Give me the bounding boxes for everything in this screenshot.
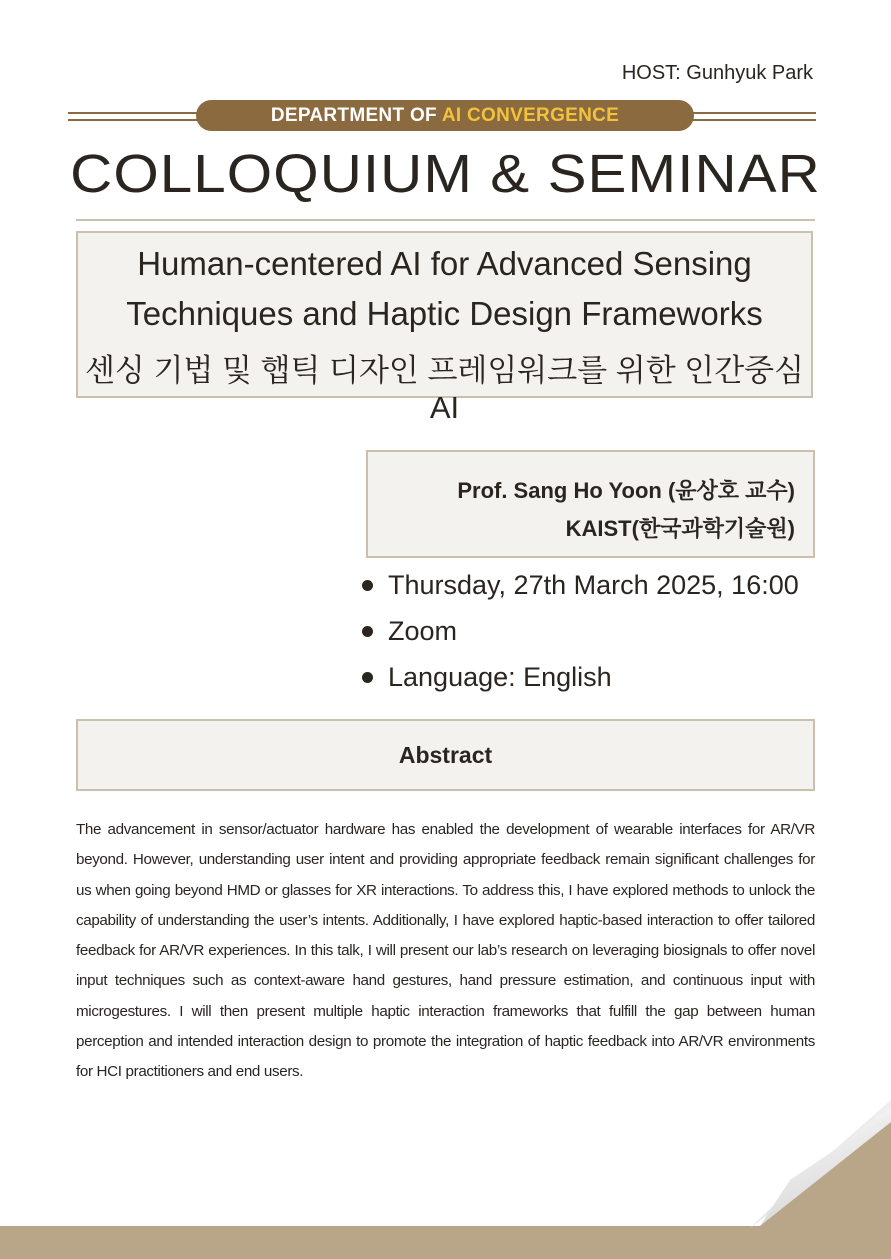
talk-title-korean: 센싱 기법 및 햅틱 디자인 프레임워크를 위한 인간중심 AI (84, 353, 805, 425)
speaker-affiliation: KAIST(한국과학기술원) (565, 516, 795, 541)
detail-language: Language: English (360, 658, 799, 704)
bullet-icon (362, 672, 373, 683)
talk-title-line-1: Human-centered AI for Advanced Sensing (137, 245, 752, 282)
detail-location: Zoom (360, 612, 799, 658)
department-accent: AI CONVERGENCE (441, 105, 620, 126)
event-details (360, 566, 799, 704)
page-title: COLLOQUIUM & SEMINAR (70, 144, 821, 204)
title-divider (76, 219, 815, 221)
abstract-body: The advancement in sensor/actuator hardware has enabled the development of wearable interfaces for AR/VR beyond. However, understanding user intent and providing appropriate feedback remain significant challenges for us when going beyond HMD or glasses for XR interactions. To address this, I have explored methods to unlock the capability of understanding the user’s intents. Additionally, I have explored haptic-based interaction to offer tailored feedback for AR/VR experiences. In this talk, I will present our lab’s research on leveraging biosignals to offer novel input techniques such as context-aware hand gestures, hand pressure estimation, and continuous input with microgestures. I will then present multiple haptic interaction frameworks that fulfill the gap between human perception and intended interaction design to promote the integration of haptic feedback into AR/VR environments for HCI practitioners and end users. (76, 821, 815, 1081)
talk-title-box (76, 231, 813, 425)
department-rule-right (684, 112, 816, 121)
department-rule-left (68, 112, 208, 121)
host-label: HOST: Gunhyuk Park (621, 62, 813, 84)
department-prefix: DEPARTMENT OF (270, 105, 442, 126)
talk-title-line-2: Techniques and Haptic Design Frameworks (126, 295, 763, 332)
bullet-icon (362, 626, 373, 637)
department-banner (196, 100, 694, 131)
speaker-box (366, 450, 815, 558)
detail-datetime: Thursday, 27th March 2025, 16:00 (360, 566, 799, 612)
speaker-name: Prof. Sang Ho Yoon (윤상호 교수) (457, 478, 795, 503)
bullet-icon (362, 580, 373, 591)
abstract-heading: Abstract (76, 719, 815, 791)
